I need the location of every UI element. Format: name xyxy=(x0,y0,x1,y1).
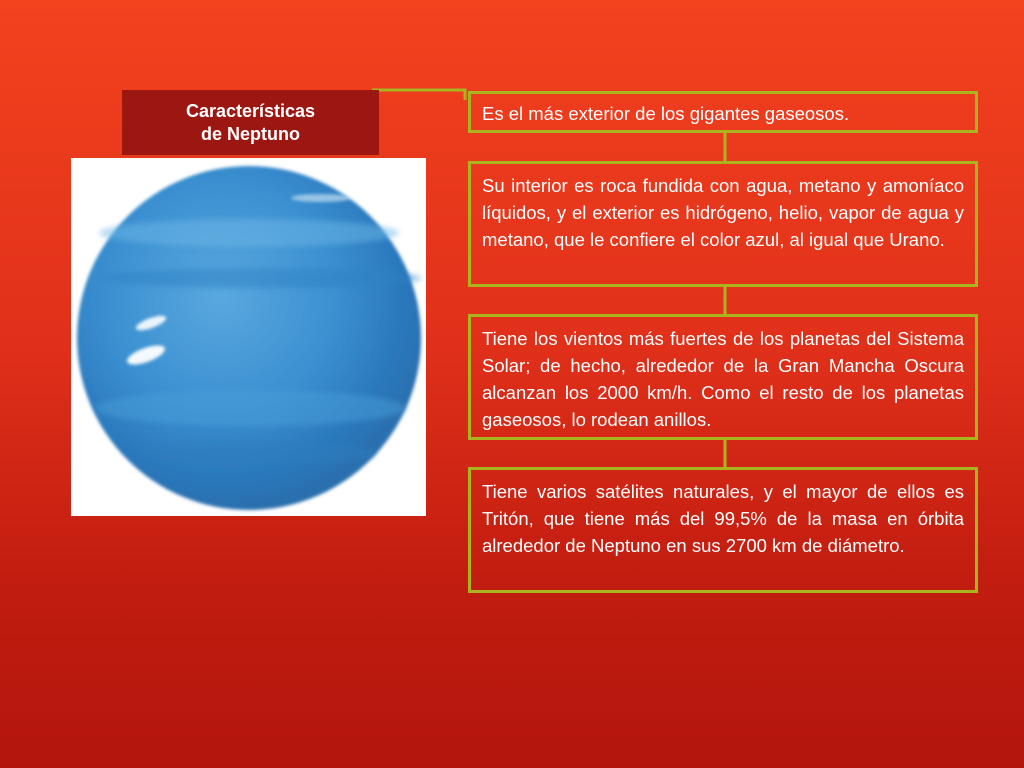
title-line-1: Características xyxy=(185,101,316,121)
fact-box-3 xyxy=(468,314,978,440)
fact-box-2 xyxy=(468,161,978,287)
fact-text-4: Tiene varios satélites naturales, y el mayor de ellos es Tritón, que tiene más del 99,5% de la masa en órbita alrededor de Neptuno en sus 2700 km de diámetro. xyxy=(482,481,964,556)
fact-box-1 xyxy=(468,91,978,133)
neptune-planet-illustration xyxy=(71,158,426,516)
fact-box-4 xyxy=(468,467,978,593)
fact-text-3: Tiene los vientos más fuertes de los planetas del Sistema Solar; de hecho, alrededor de la Gran Mancha Oscura alcanzan los 2000 km/h. Como el resto de los planetas gaseosos, lo rodean anillos. xyxy=(482,328,964,430)
fact-text-1: Es el más exterior de los gigantes gaseosos. xyxy=(482,103,850,124)
title-line-2: de Neptuno xyxy=(201,123,300,144)
fact-text-2: Su interior es roca fundida con agua, metano y amoníaco líquidos, y el exterior es hidrógeno, helio, vapor de agua y metano, que le confiere el color azul, al igual que Urano. xyxy=(482,175,964,250)
neptune-image xyxy=(71,158,426,516)
title-box xyxy=(122,90,379,155)
